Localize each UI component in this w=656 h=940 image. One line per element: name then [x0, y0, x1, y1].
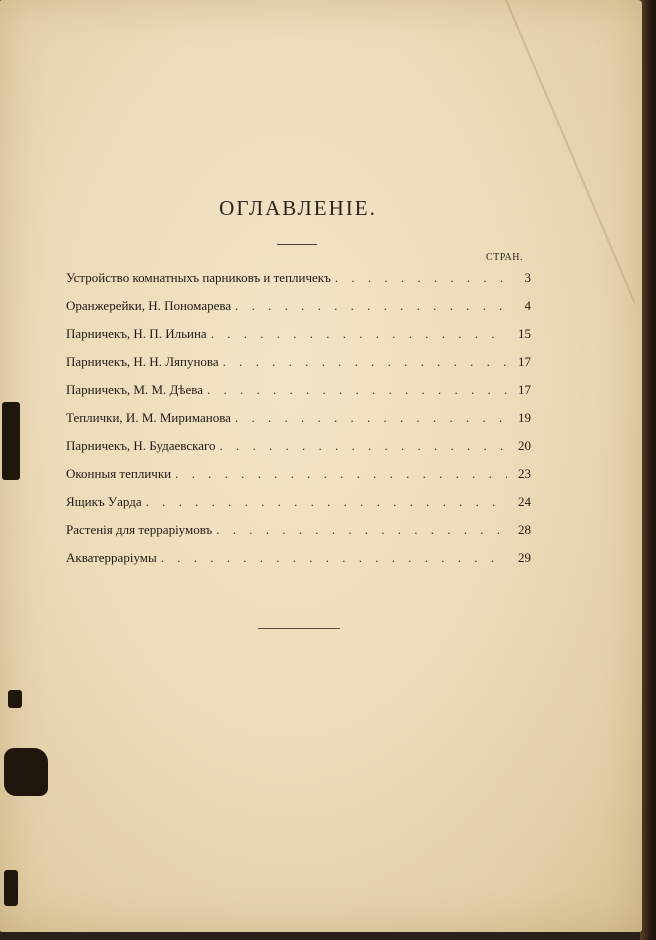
- dot-leader: [235, 296, 507, 316]
- toc-entry: [66, 408, 531, 436]
- page-fold-crease: [505, 0, 636, 304]
- toc-entry-page: 17: [518, 354, 531, 369]
- dot-leader: [235, 408, 507, 428]
- toc-entry-title: Парничекъ, Н. Н. Ляпунова: [66, 354, 219, 369]
- dot-leader: [207, 380, 507, 400]
- dot-leader: [335, 268, 507, 288]
- dot-leader: [216, 520, 507, 540]
- toc-entry-page: 29: [518, 550, 531, 565]
- toc-title: ОГЛАВЛЕНІЕ.: [219, 196, 377, 220]
- toc-entry-page: 4: [524, 298, 531, 313]
- toc-entry: [66, 296, 531, 324]
- toc-entry: [66, 492, 531, 520]
- dot-leader: [146, 492, 507, 512]
- toc-entry-title: Акватеррарiумы: [66, 550, 157, 565]
- page-damage-hole: [4, 748, 48, 796]
- toc-entry-title: Оранжерейки, Н. Пономарева: [66, 298, 232, 313]
- toc-entry-title: Парничекъ, Н. П. Ильина: [66, 326, 207, 341]
- toc-entry-page: 17: [518, 382, 531, 397]
- toc-entry-title: Растенія для террарiумовъ: [66, 522, 213, 537]
- toc-entry-title: Теплички, И. М. Мириманова: [66, 410, 231, 425]
- toc-entry-page: 23: [518, 466, 531, 481]
- toc-entry-page: 20: [518, 438, 531, 453]
- toc-entry: [66, 268, 531, 296]
- title-underline: [277, 244, 317, 245]
- toc-entry: [66, 352, 531, 380]
- toc-entry: [66, 520, 531, 548]
- page-damage-hole: [2, 402, 20, 480]
- toc-entry: [66, 436, 531, 464]
- toc-entry-title: Ящикъ Уарда: [66, 494, 142, 509]
- page-damage-hole: [4, 870, 18, 906]
- toc-entry-page: 19: [518, 410, 531, 425]
- toc-entry-title: Парничекъ, Н. Будаевскаго: [66, 438, 216, 453]
- toc-entry-page: 24: [518, 494, 531, 509]
- closing-rule: [258, 628, 340, 629]
- table-of-contents: [66, 268, 531, 576]
- toc-entry-page: 15: [518, 326, 531, 341]
- dot-leader: [175, 464, 507, 484]
- page-damage-hole: [8, 690, 22, 708]
- toc-entry: [66, 380, 531, 408]
- toc-entry-page: 3: [524, 270, 531, 285]
- book-spine-edge: [640, 0, 656, 940]
- toc-entry-page: 28: [518, 522, 531, 537]
- toc-entry: [66, 324, 531, 352]
- pages-column-header: СТРАН.: [486, 252, 524, 263]
- toc-entry: [66, 548, 531, 576]
- dot-leader: [223, 352, 507, 372]
- toc-entry-title: Парничекъ, М. М. Дѣева: [66, 382, 203, 397]
- dot-leader: [161, 548, 507, 568]
- toc-entry-title: Оконныя теплички: [66, 466, 172, 481]
- dot-leader: [211, 324, 507, 344]
- toc-entry: [66, 464, 531, 492]
- dot-leader: [220, 436, 507, 456]
- toc-entry-title: Устройство комнатныхъ парниковъ и тепличекъ: [66, 270, 331, 285]
